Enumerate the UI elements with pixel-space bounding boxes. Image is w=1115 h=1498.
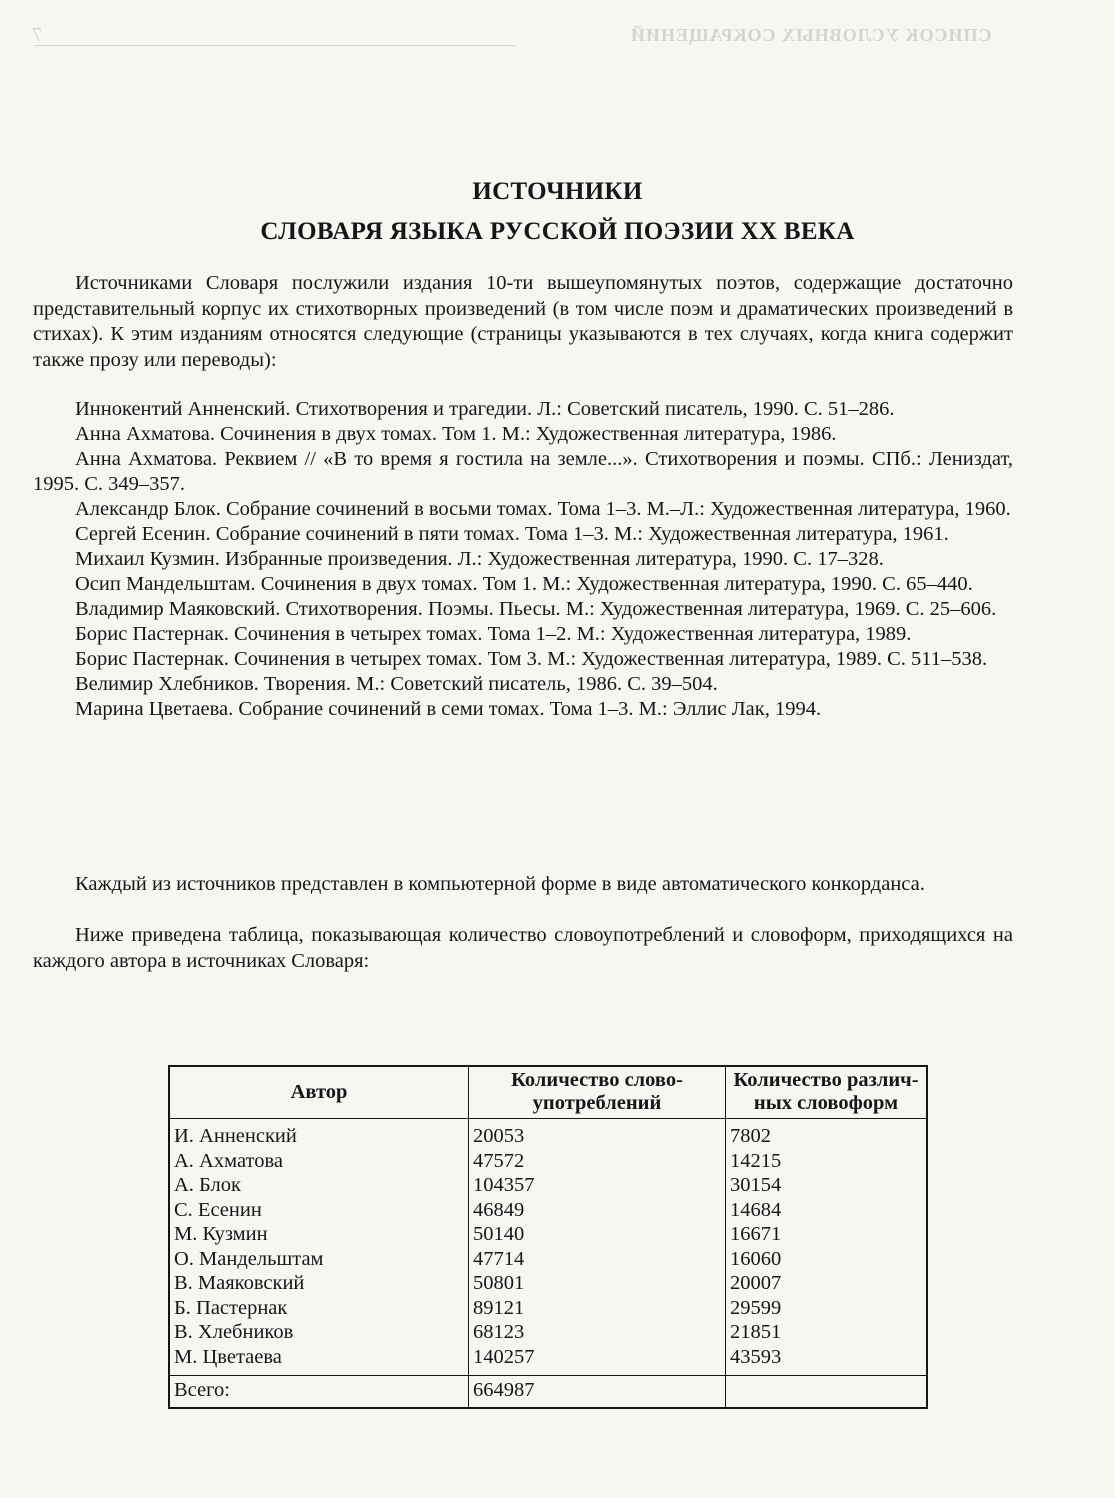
forms-cell: 7802 (726, 1119, 928, 1149)
source-item: Осип Мандельштам. Сочинения в двух томах. Том 1. М.: Художественная литература, 1990. С. 65–440. (75, 573, 973, 595)
intro-paragraph: Источниками Словаря послужили издания 10-ти вышеупомянутых поэтов, содержащие достаточно представительный корпус их стихотворных произведений (в том числе поэм и драматических произведений в стихах). К этим изданиям относятся следующие (страницы указываются в тех случаях, когда книга содержит также прозу или переводы): (33, 272, 1013, 371)
uses-cell: 89121 (469, 1296, 726, 1321)
forms-cell: 16671 (726, 1222, 928, 1247)
table-row (169, 1119, 927, 1149)
author-cell: М. Кузмин (169, 1222, 469, 1247)
source-item: Иннокентий Анненский. Стихотворения и трагедии. Л.: Советский писатель, 1990. С. 51–286. (75, 398, 895, 420)
forms-cell: 16060 (726, 1247, 928, 1272)
forms-cell: 14215 (726, 1149, 928, 1174)
source-item: Борис Пастернак. Сочинения в четырех томах. Тома 1–2. М.: Художественная литература, 1989. (75, 623, 912, 645)
uses-cell: 50801 (469, 1271, 726, 1296)
bleed-through-rule (35, 45, 515, 46)
author-cell: С. Есенин (169, 1198, 469, 1223)
table-row (169, 1247, 927, 1272)
page-subtitle: СЛОВАРЯ ЯЗЫКА РУССКОЙ ПОЭЗИИ XX ВЕКА (260, 218, 855, 245)
header-word-uses (469, 1066, 726, 1119)
uses-cell: 140257 (469, 1345, 726, 1376)
source-item: Велимир Хлебников. Творения. М.: Советский писатель, 1986. С. 39–504. (75, 673, 718, 695)
forms-cell: 21851 (726, 1320, 928, 1345)
source-item: Анна Ахматова. Сочинения в двух томах. Том 1. М.: Художественная литература, 1986. (75, 423, 837, 445)
author-cell: А. Блок (169, 1173, 469, 1198)
author-cell: И. Анненский (169, 1119, 469, 1149)
author-cell: В. Хлебников (169, 1320, 469, 1345)
forms-cell: 29599 (726, 1296, 928, 1321)
author-cell: М. Цветаева (169, 1345, 469, 1376)
table-row (169, 1198, 927, 1223)
forms-cell: 20007 (726, 1271, 928, 1296)
header-word-uses-line2: употреблений (532, 1092, 662, 1114)
header-word-forms-line1: Количество различ- (733, 1069, 919, 1091)
header-author: Автор (169, 1066, 469, 1119)
uses-cell: 68123 (469, 1320, 726, 1345)
table-row (169, 1345, 927, 1376)
uses-cell: 20053 (469, 1119, 726, 1149)
table-row (169, 1271, 927, 1296)
author-stats-table (168, 1065, 928, 1409)
uses-cell: 47572 (469, 1149, 726, 1174)
bleed-through-header: СПИСОК УСЛОВНЫХ СОКРАЩЕНИЙ (630, 25, 992, 45)
forms-cell: 14684 (726, 1198, 928, 1223)
header-word-uses-line1: Количество слово- (511, 1069, 683, 1091)
source-item: Борис Пастернак. Сочинения в четырех томах. Том 3. М.: Художественная литература, 1989. С. 511–538. (75, 648, 988, 670)
page-title: ИСТОЧНИКИ (472, 178, 643, 205)
author-cell: Б. Пастернак (169, 1296, 469, 1321)
table-total-row (169, 1376, 927, 1408)
author-cell: О. Мандельштам (169, 1247, 469, 1272)
forms-cell: 43593 (726, 1345, 928, 1376)
source-item: Александр Блок. Собрание сочинений в восьми томах. Тома 1–3. М.–Л.: Художественная литература, 1960. (75, 498, 1011, 520)
header-word-forms-line2: ных словоформ (753, 1092, 899, 1114)
source-item: Сергей Есенин. Собрание сочинений в пяти томах. Тома 1–3. М.: Художественная литература, 1961. (75, 523, 949, 545)
table-header-row (169, 1066, 927, 1119)
uses-cell: 104357 (469, 1173, 726, 1198)
concordance-paragraph: Каждый из источников представлен в компьютерной форме в виде автоматического конкорданса. (75, 873, 925, 895)
table-row (169, 1320, 927, 1345)
source-item: Марина Цветаева. Собрание сочинений в семи томах. Тома 1–3. М.: Эллис Лак, 1994. (75, 698, 822, 720)
bleed-through-page-number: 7 (32, 24, 42, 46)
total-forms (726, 1376, 928, 1408)
table-row (169, 1149, 927, 1174)
table-intro-paragraph: Ниже приведена таблица, показывающая количество словоупотреблений и словоформ, приходящихся на каждого автора в источниках Словаря: (33, 924, 1013, 972)
uses-cell: 50140 (469, 1222, 726, 1247)
table-row (169, 1296, 927, 1321)
author-cell: В. Маяковский (169, 1271, 469, 1296)
uses-cell: 46849 (469, 1198, 726, 1223)
source-item: Михаил Кузмин. Избранные произведения. Л.: Художественная литература, 1990. С. 17–328. (75, 548, 884, 570)
forms-cell: 30154 (726, 1173, 928, 1198)
source-item: Владимир Маяковский. Стихотворения. Поэмы. Пьесы. М.: Художественная литература, 1969. С. 25–606. (75, 598, 997, 620)
uses-cell: 47714 (469, 1247, 726, 1272)
author-cell: А. Ахматова (169, 1149, 469, 1174)
source-item: Анна Ахматова. Реквием // «В то время я гостила на земле...». Стихотворения и поэмы. СПб.: Лениздат, 1995. С. 349–357. (33, 448, 1013, 495)
table-row (169, 1173, 927, 1198)
total-uses: 664987 (469, 1376, 726, 1408)
sources-list (33, 397, 1013, 722)
table-row (169, 1222, 927, 1247)
total-label: Всего: (169, 1376, 469, 1408)
header-word-forms (726, 1066, 928, 1119)
